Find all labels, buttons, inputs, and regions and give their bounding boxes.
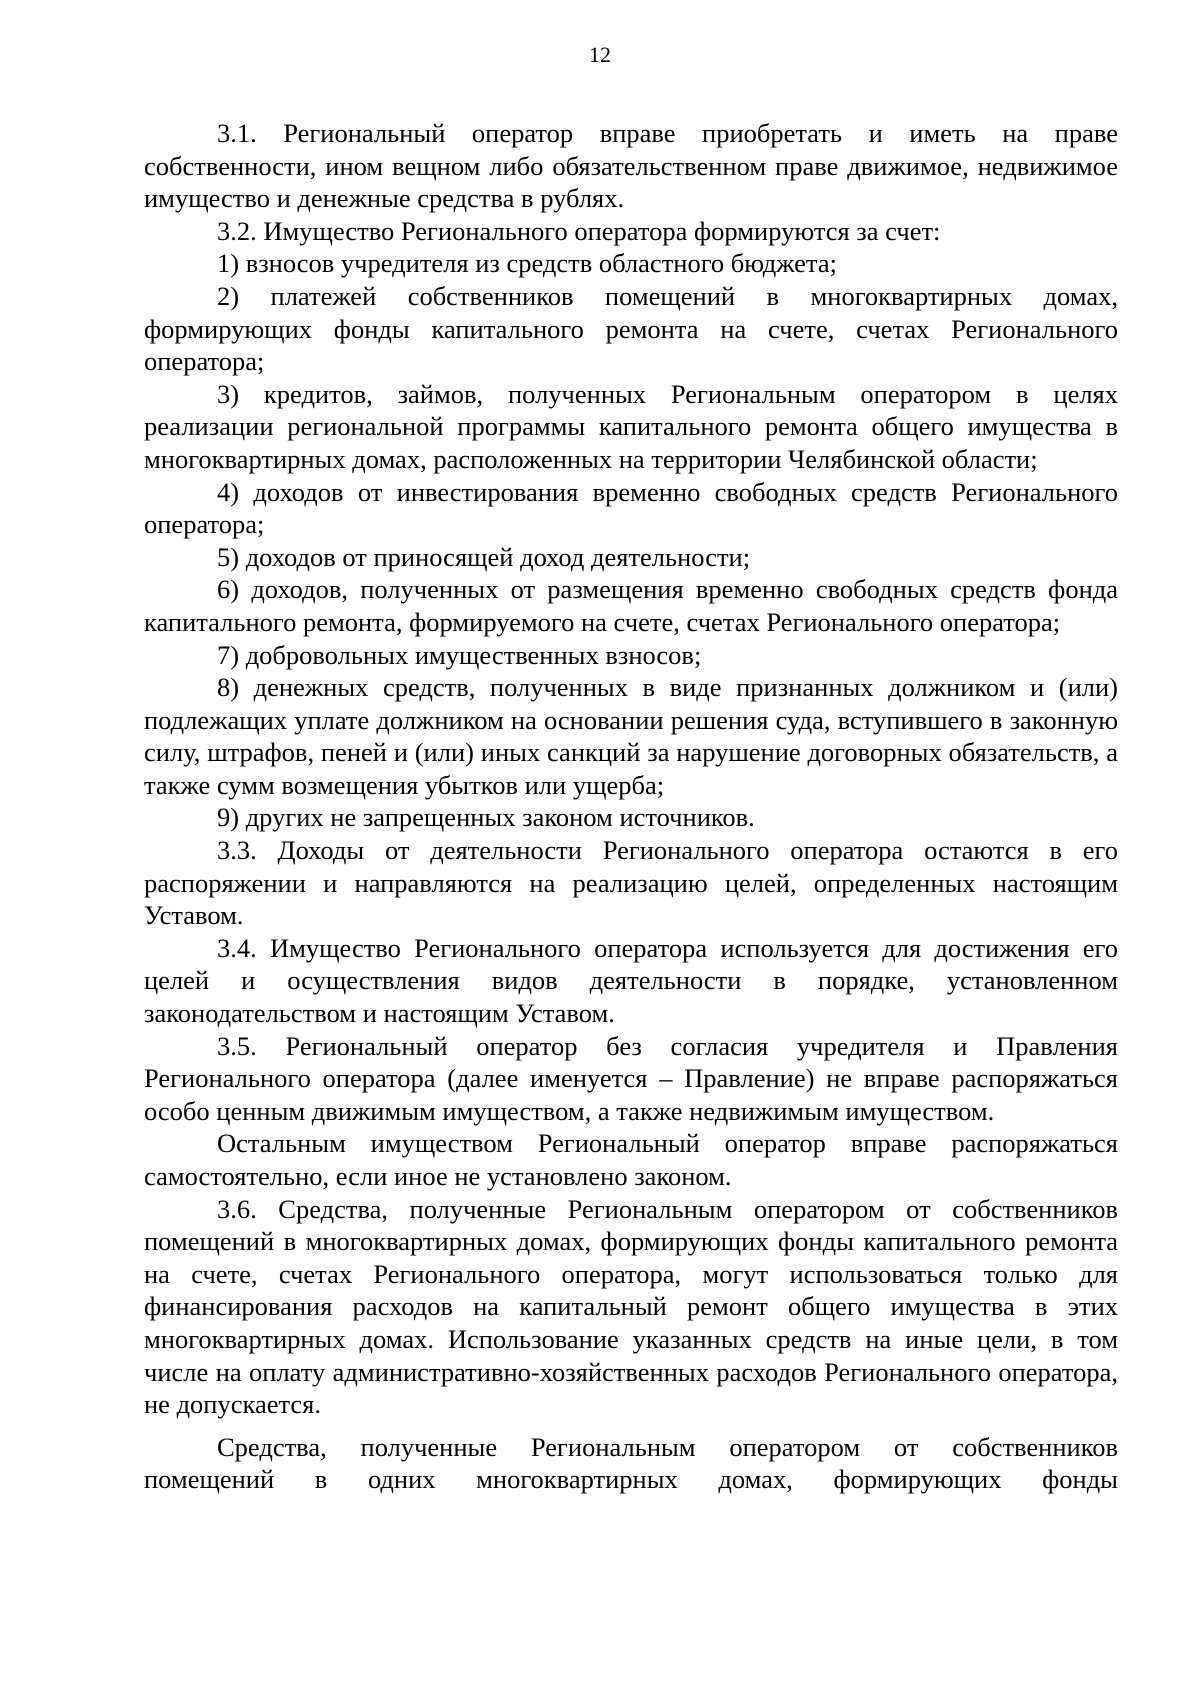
- list-item-1: 1) взносов учредителя из средств областного бюджета;: [217, 248, 837, 279]
- list-item-6: 6) доходов, полученных от размещения временно свободных средств фонда капитального ремонта, формируемого на счете, счетах Регионального оператора;: [144, 574, 1118, 637]
- paragraph-3-2: 3.2. Имущество Регионального оператора формируются за счет:: [217, 215, 941, 246]
- paragraph-3-4: 3.4. Имущество Регионального оператора используется для достижения его целей и осуществления видов деятельности в порядке, установленном законодательством и настоящим Уставом.: [144, 932, 1118, 1029]
- list-item-4: 4) доходов от инвестирования временно свободных средств Регионального оператора;: [144, 476, 1118, 540]
- page-number: 12: [589, 42, 611, 67]
- list-item-5: 5) доходов от приносящей доход деятельности;: [217, 541, 751, 572]
- list-item-3: 3) кредитов, займов, полученных Региональным оператором в целях реализации региональной программы капитального ремонта общего имущества в многоквартирных домах, расположенных на территории Челябинской области;: [144, 378, 1118, 474]
- document-body: [144, 117, 1118, 1496]
- list-item-9: 9) других не запрещенных законом источников.: [217, 802, 755, 833]
- paragraph-3-5-continuation: Остальным имуществом Региональный оператор вправе распоряжаться самостоятельно, если иное не установлено законом.: [144, 1128, 1118, 1191]
- paragraph-3-6: 3.6. Средства, полученные Региональным оператором от собственников помещений в многоквартирных домах, формирующих фонды капитального ремонта на счете, счетах Регионального оператора, могут использоваться только для финансирования расходов на капитальный ремонт общего имущества в этих многоквартирных домах. Использование указанных средств на иные цели, в том числе на оплату административно-хозяйственных расходов Регионального оператора, не допускается.: [144, 1193, 1118, 1420]
- list-item-2: 2) платежей собственников помещений в многоквартирных домах, формирующих фонды капитального ремонта на счете, счетах Регионального оператора;: [144, 280, 1118, 377]
- paragraph-3-1: 3.1. Региональный оператор вправе приобретать и иметь на праве собственности, ином вещном либо обязательственном праве движимое, недвижимое имущество и денежные средства в рублях.: [144, 118, 1118, 214]
- list-item-7: 7) добровольных имущественных взносов;: [217, 639, 702, 670]
- paragraph-3-5: 3.5. Региональный оператор без согласия учредителя и Правления Регионального оператора (далее именуется – Правление) не вправе распоряжаться особо ценным движимым имуществом, а также недвижимым имуществом.: [144, 1030, 1118, 1126]
- list-item-8: 8) денежных средств, полученных в виде признанных должником и (или) подлежащих уплате должником на основании решения суда, вступившего в законную силу, штрафов, пеней и (или) иных санкций за нарушение договорных обязательств, а также сумм возмещения убытков или ущерба;: [144, 672, 1118, 800]
- paragraph-3-3: 3.3. Доходы от деятельности Регионального оператора остаются в его распоряжении и направляются на реализацию целей, определенных настоящим Уставом.: [144, 835, 1118, 931]
- paragraph-3-6-continuation: Средства, полученные Региональным оператором от собственников помещений в одних многоквартирных домах, формирующих фонды: [144, 1431, 1118, 1495]
